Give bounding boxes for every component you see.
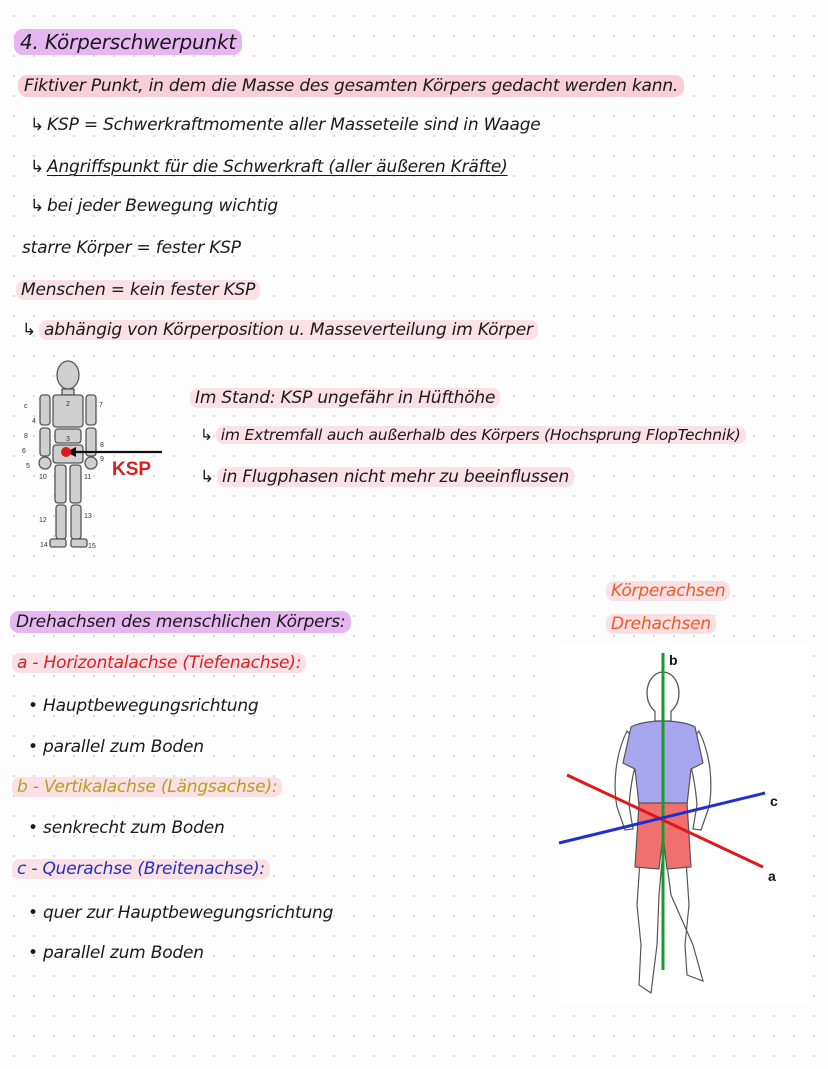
segment-number: 12 [39, 517, 47, 524]
segment-number: 11 [84, 474, 92, 481]
axis-c-item-1: • quer zur Hauptbewegungsrichtung [28, 903, 334, 923]
mannequin-left-upper-arm [40, 395, 50, 425]
arrow-icon: ↳ [30, 115, 45, 135]
humans-line: Menschen = kein fester KSP [16, 280, 260, 300]
arrow-icon: ↳ [30, 196, 45, 216]
ksp-label: KSP [112, 459, 152, 480]
definition: Fiktiver Punkt, in dem die Masse des gesamten Körpers gedacht werden kann. [18, 76, 684, 96]
segment-number: 2 [66, 401, 70, 408]
axis-c-item-2: • parallel zum Boden [28, 943, 204, 963]
stand-sub-1: ↳ im Extremfall auch außerhalb des Körpers (Hochsprung FlopTechnik) [200, 426, 746, 444]
axes-heading: Drehachsen des menschlichen Körpers: [10, 612, 351, 632]
segment-number: 8 [100, 442, 104, 449]
segment-number: 7 [99, 402, 103, 409]
axis-a-title: a - Horizontalachse (Tiefenachse): [12, 653, 306, 673]
segment-number: 10 [39, 474, 47, 481]
point-1: ↳ KSP = Schwerkraftmomente aller Masseteile sind in Waage [30, 115, 541, 135]
point-2: ↳ Angriffspunkt für die Schwerkraft (aller äußeren Kräfte) [30, 157, 508, 177]
arrow-icon: ↳ [30, 157, 45, 177]
axis-b-title: b - Vertikalachse (Längsachse): [12, 777, 282, 797]
mannequin-head [57, 361, 79, 389]
segment-number: 4 [32, 418, 36, 425]
segment-number: 5 [26, 463, 30, 470]
segment-mark: c [24, 403, 28, 410]
arrow-icon: ↳ [200, 467, 215, 487]
axis-b-item-1: • senkrecht zum Boden [28, 818, 225, 838]
mannequin-neck [62, 389, 74, 395]
mannequin-right-foot [71, 539, 87, 547]
mannequin-chest [53, 395, 83, 427]
axis-a-label: a [768, 868, 776, 884]
axis-a-item-2: • parallel zum Boden [28, 737, 204, 757]
arrow-icon: ↳ [22, 320, 37, 340]
rigid-body-line: starre Körper = fester KSP [22, 238, 241, 258]
segment-number: 14 [40, 542, 48, 549]
ksp-point [61, 447, 71, 457]
mannequin-left-foot [50, 539, 66, 547]
stand-line: Im Stand: KSP ungefähr in Hüfthöhe [190, 388, 500, 408]
label-drehachsen: Drehachsen [606, 614, 716, 634]
humans-sub-line: ↳ abhängig von Körperposition u. Masseverteilung im Körper [22, 320, 538, 340]
mannequin-right-shin [71, 505, 81, 539]
section-title: 4. Körperschwerpunkt [14, 30, 242, 54]
segment-number: 3 [66, 436, 70, 443]
mannequin-right-upper-arm [86, 395, 96, 425]
ksp-mannequin-figure [22, 355, 197, 555]
mannequin-left-forearm [40, 428, 50, 456]
segment-number: 13 [84, 513, 92, 520]
stand-sub-2: ↳ in Flugphasen nicht mehr zu beeinflussen [200, 467, 574, 487]
axis-c-title: c - Querachse (Breitenachse): [12, 859, 270, 879]
mannequin-left-thigh [55, 465, 66, 503]
axis-a-item-1: • Hauptbewegungsrichtung [28, 696, 259, 716]
axis-b-label: b [669, 652, 678, 668]
segment-mark: 8 [24, 433, 28, 440]
mannequin-right-thigh [70, 465, 81, 503]
arrow-icon: ↳ [200, 426, 213, 444]
mannequin-right-hand [85, 457, 97, 469]
segment-number: 15 [88, 543, 96, 550]
segment-number: 6 [22, 448, 26, 455]
label-koerperachsen: Körperachsen [606, 581, 730, 601]
mannequin-left-hand [39, 457, 51, 469]
axis-c-label: c [770, 793, 778, 809]
body-axes-figure [553, 645, 808, 1005]
mannequin-left-shin [56, 505, 66, 539]
segment-number: 9 [100, 456, 104, 463]
point-3: ↳ bei jeder Bewegung wichtig [30, 196, 278, 216]
